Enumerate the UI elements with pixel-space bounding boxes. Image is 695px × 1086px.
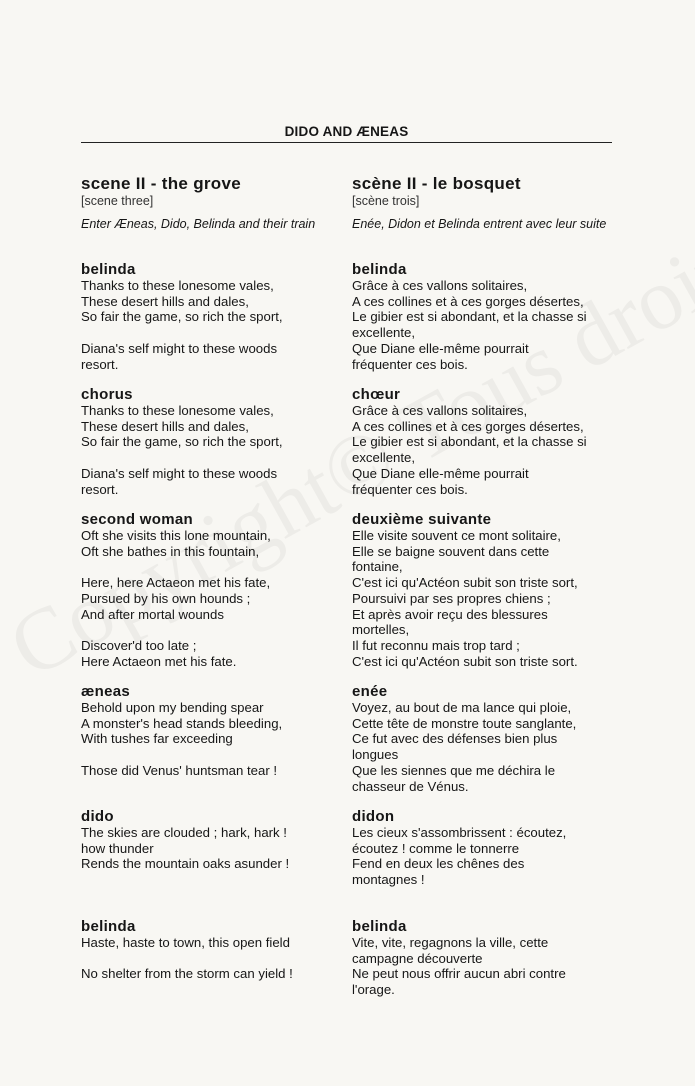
verse-line: A ces collines et à ces gorges désertes, <box>352 418 584 434</box>
speech-block <box>81 808 343 904</box>
speaker-name: enée <box>352 683 388 700</box>
verse-line: Que les siennes que me déchira le <box>352 762 556 778</box>
verse-line: Ne peut nous offrir aucun abri contre <box>352 966 566 982</box>
verse-line: resort. <box>81 481 119 497</box>
verse-line: chasseur de Vénus. <box>352 778 469 794</box>
speaker-name: belinda <box>352 261 407 278</box>
header-rule <box>81 142 612 143</box>
stanza <box>81 825 343 872</box>
verse-line: So fair the game, so rich the sport, <box>81 309 283 325</box>
stage-direction: Enée, Didon et Belinda entrent avec leur suite <box>352 217 607 231</box>
speech-block <box>81 683 343 794</box>
french-column <box>352 174 614 998</box>
page-header-title: DIDO AND ÆNEAS <box>284 124 409 139</box>
parts-container <box>352 261 614 998</box>
speaker-name: belinda <box>352 918 407 935</box>
verse-line: Behold upon my bending spear <box>81 700 264 715</box>
stanza <box>352 528 614 669</box>
verse-line: fontaine, <box>352 559 403 575</box>
verse-line: Diana's self might to these woods <box>81 340 278 356</box>
speaker-name: chœur <box>352 386 401 403</box>
stanza <box>81 966 343 982</box>
verse-line: Grâce à ces vallons solitaires, <box>352 403 528 418</box>
stanza <box>81 575 343 622</box>
verse-line: With tushes far exceeding <box>81 731 233 747</box>
stanza <box>352 278 614 372</box>
parts-container <box>81 261 343 998</box>
verse-line: longues <box>352 747 399 763</box>
verse-line: Oft she visits this lone mountain, <box>81 528 271 543</box>
speaker-name: belinda <box>81 261 136 278</box>
speech-block <box>81 511 343 669</box>
stanza <box>81 466 343 497</box>
verse-line: excellente, <box>352 325 416 341</box>
verse-line: Oft she bathes in this fountain, <box>81 543 260 559</box>
speaker-name: dido <box>81 808 114 825</box>
verse-line: Pursued by his own hounds ; <box>81 590 251 606</box>
verse-line: Et après avoir reçu des blessures <box>352 606 548 622</box>
verse-line: Poursuivi par ses propres chiens ; <box>352 590 551 606</box>
speech-block <box>352 386 614 497</box>
verse-line: And after mortal wounds <box>81 606 224 622</box>
scene-title: scene II - the grove <box>81 174 241 193</box>
speaker-name: second woman <box>81 511 193 528</box>
verse-line: A monster's head stands bleeding, <box>81 715 283 731</box>
scene-subtitle: [scène trois] <box>352 194 420 208</box>
verse-line: C'est ici qu'Actéon subit son triste sort. <box>352 653 578 669</box>
verse-line: mortelles, <box>352 622 410 638</box>
verse-line: No shelter from the storm can yield ! <box>81 966 293 982</box>
verse-line: Les cieux s'assombrissent : écoutez, <box>352 825 567 840</box>
speech-block <box>352 918 614 998</box>
speaker-name: didon <box>352 808 395 825</box>
stage-direction: Enter Æneas, Dido, Belinda and their train <box>81 217 316 231</box>
stanza <box>81 638 343 669</box>
verse-line: A ces collines et à ces gorges désertes, <box>352 293 584 309</box>
speech-block <box>352 261 614 372</box>
verse-line: Grâce à ces vallons solitaires, <box>352 278 528 293</box>
verse-line: Thanks to these lonesome vales, <box>81 403 274 418</box>
verse-line: Elle visite souvent ce mont solitaire, <box>352 528 561 543</box>
stanza <box>352 403 614 497</box>
verse-line: Il fut reconnu mais trop tard ; <box>352 637 520 653</box>
english-column <box>81 174 343 998</box>
verse-line: Discover'd too late ; <box>81 637 197 653</box>
verse-line: campagne découverte <box>352 950 483 966</box>
verse-line: These desert hills and dales, <box>81 418 249 434</box>
stanza <box>352 700 614 794</box>
verse-line: fréquenter ces bois. <box>352 356 468 372</box>
verse-line: Ce fut avec des défenses bien plus <box>352 731 558 747</box>
speech-block <box>81 386 343 497</box>
verse-line: Le gibier est si abondant, et la chasse si <box>352 434 587 450</box>
verse-line: Que Diane elle-même pourrait <box>352 465 529 481</box>
verse-line: Here, here Actaeon met his fate, <box>81 575 271 591</box>
verse-line: montagnes ! <box>352 872 425 888</box>
stanza <box>81 403 343 450</box>
stanza <box>81 763 343 779</box>
verse-line: Elle se baigne souvent dans cette <box>352 543 550 559</box>
verse-line: Cette tête de monstre toute sanglante, <box>352 715 577 731</box>
verse-line: Those did Venus' huntsman tear ! <box>81 762 278 778</box>
stanza <box>81 341 343 372</box>
verse-line: Here Actaeon met his fate. <box>81 653 237 669</box>
speaker-name: belinda <box>81 918 136 935</box>
verse-line: Que Diane elle-même pourrait <box>352 340 529 356</box>
stanza <box>81 935 343 951</box>
verse-line: Thanks to these lonesome vales, <box>81 278 274 293</box>
stanza <box>352 825 614 888</box>
verse-line: how thunder <box>81 840 154 856</box>
scene-title: scène II - le bosquet <box>352 174 521 193</box>
stanza <box>81 278 343 325</box>
verse-line: l'orage. <box>352 982 395 998</box>
verse-line: fréquenter ces bois. <box>352 481 468 497</box>
verse-line: Fend en deux les chênes des <box>352 856 525 872</box>
speaker-name: chorus <box>81 386 133 403</box>
verse-line: excellente, <box>352 450 416 466</box>
verse-line: Voyez, au bout de ma lance qui ploie, <box>352 700 572 715</box>
stanza <box>81 700 343 747</box>
verse-line: resort. <box>81 356 119 372</box>
stanza <box>81 528 343 559</box>
verse-line: The skies are clouded ; hark, hark ! <box>81 825 287 840</box>
verse-line: So fair the game, so rich the sport, <box>81 434 283 450</box>
verse-line: écoutez ! comme le tonnerre <box>352 840 520 856</box>
verse-line: Diana's self might to these woods <box>81 465 278 481</box>
verse-line: Vite, vite, regagnons la ville, cette <box>352 935 549 950</box>
speech-block <box>81 261 343 372</box>
speaker-name: æneas <box>81 683 131 700</box>
speech-block <box>352 511 614 669</box>
speaker-name: deuxième suivante <box>352 511 492 528</box>
scene-subtitle: [scene three] <box>81 194 154 208</box>
stanza <box>352 935 614 998</box>
verse-line: Rends the mountain oaks asunder ! <box>81 856 290 872</box>
verse-line: Haste, haste to town, this open field <box>81 935 290 950</box>
speech-block <box>352 808 614 904</box>
verse-line: These desert hills and dales, <box>81 293 249 309</box>
verse-line: C'est ici qu'Actéon subit son triste sort, <box>352 575 578 591</box>
speech-block <box>81 918 343 998</box>
speech-block <box>352 683 614 794</box>
verse-line: Le gibier est si abondant, et la chasse si <box>352 309 587 325</box>
